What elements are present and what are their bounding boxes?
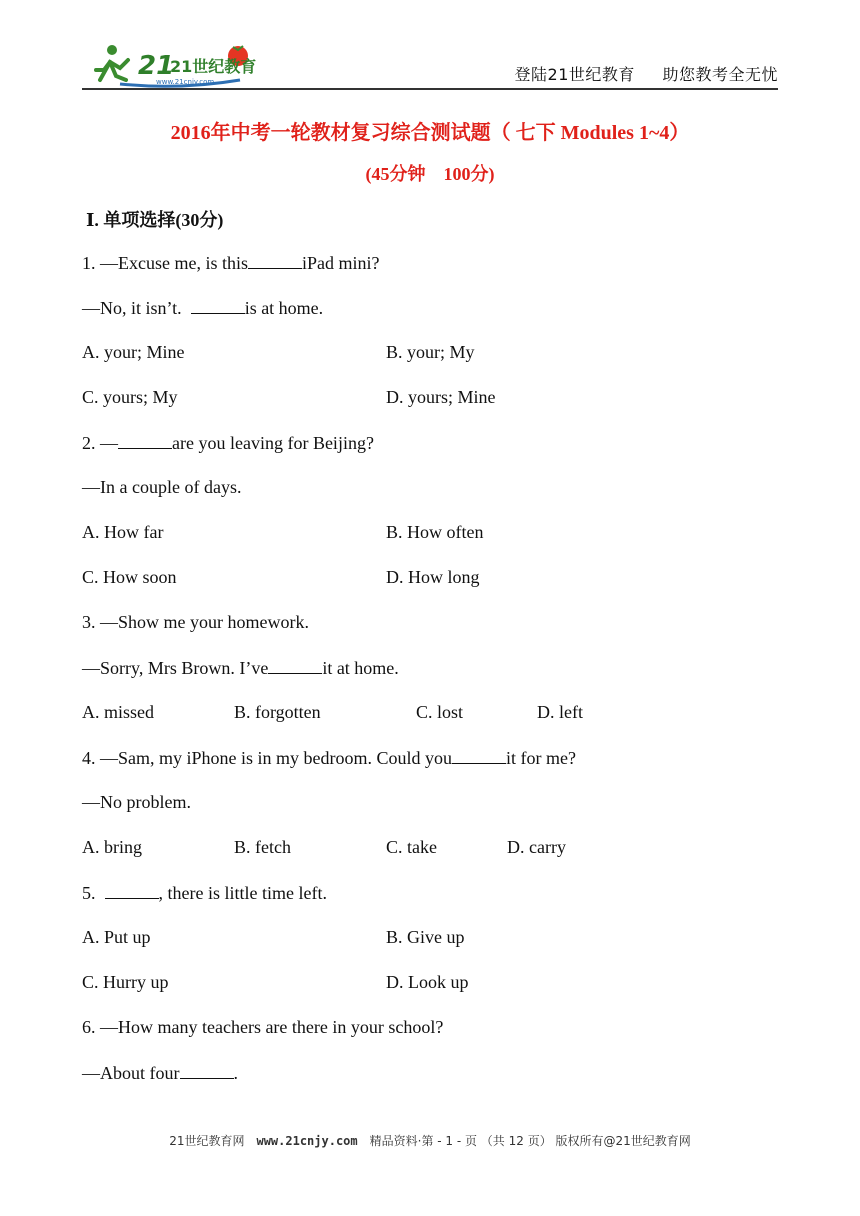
answer-blank [191,297,245,314]
answer-blank [248,252,302,269]
document-title: 2016年中考一轮教材复习综合测试题（ 七下 Modules 1~4） [170,122,690,144]
question-2-reply: —In a couple of days. [82,477,242,497]
option-2b: B. How often [386,522,484,542]
option-3c: C. lost [416,702,464,722]
question-5: 5. , there is little time left. [82,883,327,903]
answer-blank [105,882,159,899]
question-1-reply: —No, it isn’t. is at home. [82,298,324,318]
option-4c: C. take [386,837,437,857]
svg-text:21: 21 [138,51,175,81]
question-6-reply: —About four . [82,1063,238,1083]
answer-blank [180,1062,234,1079]
question-1: 1. —Excuse me, is this iPad mini? [82,253,380,273]
document-subtitle: (45分钟 100分) [365,164,495,184]
option-5a: A. Put up [82,927,151,947]
svg-text:www.21cnjy.com: www.21cnjy.com [156,78,215,86]
footer-url[interactable]: www.21cnjy.com [256,1134,358,1148]
option-5d: D. Look up [386,972,469,992]
answer-blank [268,657,322,674]
option-3a: A. missed [82,702,154,722]
option-1b: B. your; My [386,342,475,362]
site-logo [90,40,270,88]
option-3d: D. left [537,702,583,722]
option-4d: D. carry [507,837,566,857]
page-header [82,38,778,90]
question-3-reply: —Sorry, Mrs Brown. I’ve it at home. [82,658,399,678]
question-2: 2. — are you leaving for Beijing? [82,433,374,453]
option-2c: C. How soon [82,567,177,587]
option-2d: D. How long [386,567,480,587]
option-1d: D. yours; Mine [386,387,496,407]
option-4a: A. bring [82,837,142,857]
answer-blank [452,747,506,764]
option-4b: B. fetch [234,837,291,857]
header-login-text: 登陆21世纪教育 [514,65,635,84]
header-divider [82,88,778,90]
question-4: 4. —Sam, my iPhone is in my bedroom. Could you it for me? [82,748,576,768]
header-tagline: 助您教考全无忧 [662,65,778,84]
answer-blank [118,432,172,449]
section-heading: Ⅰ. 单项选择(30分) [86,210,224,230]
option-5c: C. Hurry up [82,972,169,992]
page-footer: 21世纪教育网 www.21cnjy.com 精品资料·第 - 1 - 页 （共 12 页） 版权所有@21世纪教育网 [169,1134,691,1148]
question-6: 6. —How many teachers are there in your school? [82,1017,444,1037]
option-1c: C. yours; My [82,387,178,407]
option-1a: A. your; Mine [82,342,185,362]
option-5b: B. Give up [386,927,465,947]
option-2a: A. How far [82,522,164,542]
option-3b: B. forgotten [234,702,321,722]
svg-text:21世纪教育: 21世纪教育 [170,57,257,76]
question-3: 3. —Show me your homework. [82,612,309,632]
question-4-reply: —No problem. [82,792,191,812]
header-slogan [493,62,778,85]
